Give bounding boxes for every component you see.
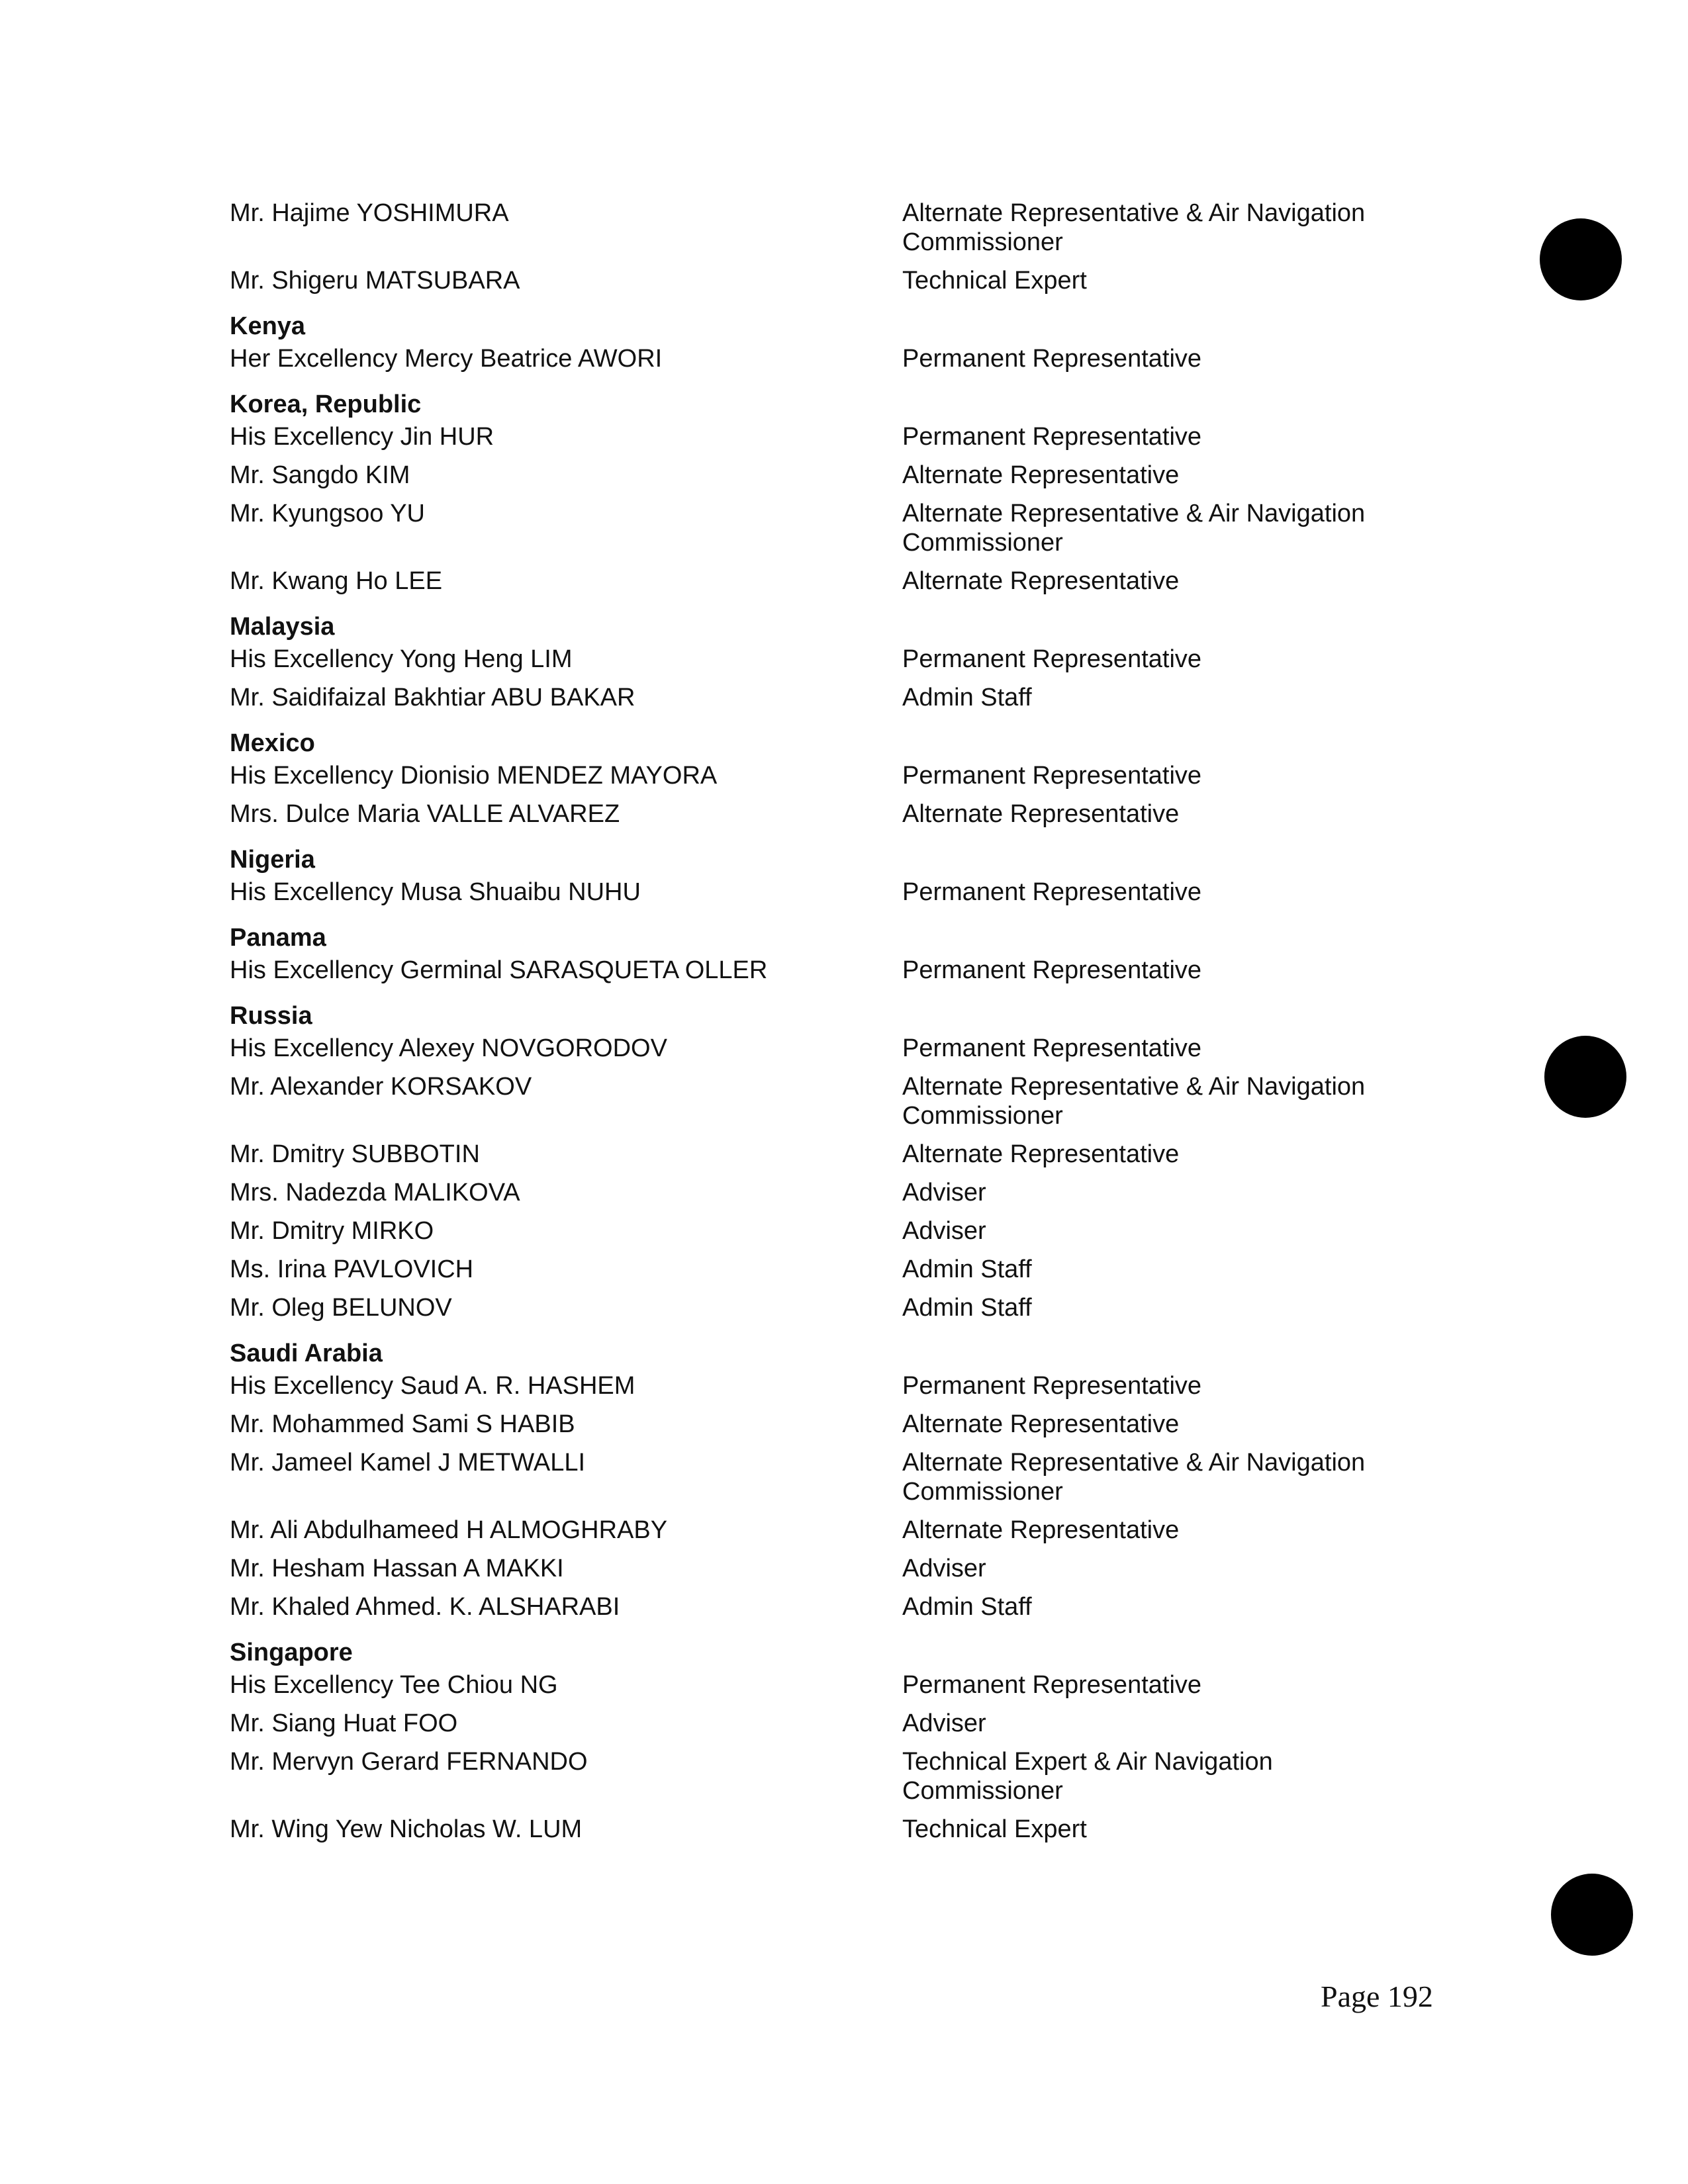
delegate-role: [902, 1216, 1432, 1255]
delegate-row: [230, 1709, 1454, 1747]
delegate-name: Mr. Mervyn Gerard FERNANDO: [230, 1748, 588, 1776]
country-heading: Singapore: [230, 1639, 353, 1666]
delegate-role-line: Adviser: [902, 1179, 986, 1206]
delegate-role-line: Permanent Representative: [902, 1034, 1202, 1062]
delegate-role: [902, 199, 1432, 266]
delegate-role: [902, 1140, 1432, 1178]
delegate-name: His Excellency Dionisio MENDEZ MAYORA: [230, 762, 718, 790]
delegate-role: [902, 1592, 1432, 1631]
delegate-name: Ms. Irina PAVLOVICH: [230, 1255, 474, 1283]
delegate-row: [230, 266, 1454, 304]
delegate-role: [902, 1034, 1432, 1072]
delegate-name: Mr. Ali Abdulhameed H ALMOGHRABY: [230, 1516, 668, 1544]
delegate-role-line: Alternate Representative: [902, 567, 1180, 595]
delegate-role-line: Alternate Representative: [902, 461, 1180, 489]
delegate-role-line: Permanent Representative: [902, 878, 1202, 906]
delegate-name: Mr. Shigeru MATSUBARA: [230, 267, 520, 295]
delegate-role: [902, 1747, 1432, 1815]
delegate-role: [902, 1554, 1432, 1592]
punch-hole-top: [1540, 218, 1622, 300]
country-heading: Mexico: [230, 729, 315, 757]
delegate-role: [902, 1178, 1432, 1216]
delegate-row: [230, 683, 1454, 721]
delegate-row: [230, 1516, 1454, 1554]
delegate-name: Mr. Hesham Hassan A MAKKI: [230, 1555, 564, 1582]
delegate-role: [902, 799, 1432, 838]
delegate-role: [902, 1255, 1432, 1293]
delegate-role-line: Permanent Representative: [902, 423, 1202, 451]
delegate-role: [902, 344, 1432, 383]
delegate-role-line: Alternate Representative & Air Navigation: [902, 199, 1366, 227]
delegate-role-line: Permanent Representative: [902, 345, 1202, 373]
delegate-row: [230, 1178, 1454, 1216]
delegate-role-line: Alternate Representative: [902, 1140, 1180, 1168]
delegate-role-line: Permanent Representative: [902, 1671, 1202, 1699]
delegate-row: [230, 1140, 1454, 1178]
delegate-row: [230, 1592, 1454, 1631]
delegation-roster: [230, 199, 1454, 1853]
delegate-role-line: Permanent Representative: [902, 645, 1202, 673]
delegate-role-line: Adviser: [902, 1217, 986, 1245]
punch-hole-bottom: [1551, 1874, 1633, 1956]
delegate-row: [230, 1216, 1454, 1255]
delegate-role-line: Adviser: [902, 1709, 986, 1737]
delegate-role-line: Admin Staff: [902, 1255, 1032, 1283]
delegate-row: [230, 1747, 1454, 1815]
delegate-row: [230, 1410, 1454, 1448]
delegate-role: [902, 645, 1432, 683]
delegate-role-line: Alternate Representative: [902, 1516, 1180, 1544]
delegate-role-continuation: Commissioner: [902, 1478, 1063, 1506]
delegate-role: [902, 761, 1432, 799]
delegate-role-continuation: Commissioner: [902, 1102, 1063, 1130]
delegate-row: [230, 1670, 1454, 1709]
delegate-name: Mr. Saidifaizal Bakhtiar ABU BAKAR: [230, 684, 635, 711]
delegate-name: Mrs. Nadezda MALIKOVA: [230, 1179, 520, 1206]
delegate-row: [230, 761, 1454, 799]
delegate-row: [230, 567, 1454, 605]
delegate-role: [902, 683, 1432, 721]
delegate-role: [902, 461, 1432, 499]
delegate-row: [230, 1554, 1454, 1592]
country-heading: Russia: [230, 1002, 312, 1030]
delegate-role-line: Alternate Representative: [902, 800, 1180, 828]
delegate-role: [902, 956, 1432, 994]
punch-hole-middle: [1544, 1036, 1626, 1118]
delegate-role-line: Technical Expert: [902, 1815, 1087, 1843]
delegate-row: [230, 799, 1454, 838]
delegate-name: Mr. Khaled Ahmed. K. ALSHARABI: [230, 1593, 620, 1621]
delegate-role-line: Admin Staff: [902, 684, 1032, 711]
delegate-name: Mr. Mohammed Sami S HABIB: [230, 1410, 575, 1438]
delegate-role-line: Adviser: [902, 1555, 986, 1582]
delegate-row: [230, 1448, 1454, 1516]
delegate-name: Mr. Kwang Ho LEE: [230, 567, 443, 595]
delegate-role: [902, 1072, 1432, 1140]
delegate-row: [230, 422, 1454, 461]
delegate-row: [230, 1072, 1454, 1140]
delegate-role-line: Alternate Representative & Air Navigation: [902, 1073, 1366, 1101]
delegate-name: Mr. Kyungsoo YU: [230, 500, 426, 527]
delegate-name: His Excellency Alexey NOVGORODOV: [230, 1034, 667, 1062]
delegate-role-line: Admin Staff: [902, 1593, 1032, 1621]
delegate-role: [902, 1448, 1432, 1516]
delegate-role-continuation: Commissioner: [902, 228, 1063, 256]
delegate-name: Mr. Dmitry SUBBOTIN: [230, 1140, 480, 1168]
delegate-role-line: Alternate Representative & Air Navigation: [902, 1449, 1366, 1477]
delegate-role: [902, 1670, 1432, 1709]
delegate-name: His Excellency Saud A. R. HASHEM: [230, 1372, 635, 1400]
delegate-row: [230, 499, 1454, 567]
delegate-role-line: Permanent Representative: [902, 1372, 1202, 1400]
delegate-row: [230, 199, 1454, 266]
delegate-row: [230, 344, 1454, 383]
delegate-role-line: Permanent Representative: [902, 762, 1202, 790]
delegate-role-continuation: Commissioner: [902, 529, 1063, 557]
delegate-row: [230, 1815, 1454, 1853]
delegate-name: His Excellency Musa Shuaibu NUHU: [230, 878, 641, 906]
delegate-role: [902, 878, 1432, 916]
delegate-role-line: Admin Staff: [902, 1294, 1032, 1322]
delegate-name: Mr. Dmitry MIRKO: [230, 1217, 434, 1245]
country-heading: Kenya: [230, 312, 306, 340]
delegate-name: Mr. Sangdo KIM: [230, 461, 410, 489]
delegate-role-continuation: Commissioner: [902, 1777, 1063, 1805]
page-number: Page 192: [1321, 1979, 1433, 2013]
delegate-name: His Excellency Yong Heng LIM: [230, 645, 573, 673]
delegate-role-line: Technical Expert & Air Navigation: [902, 1748, 1273, 1776]
delegate-role: [902, 266, 1432, 304]
delegate-row: [230, 956, 1454, 994]
country-heading: Nigeria: [230, 846, 315, 874]
delegate-row: [230, 1255, 1454, 1293]
delegate-name: Mr. Hajime YOSHIMURA: [230, 199, 509, 227]
country-heading: Saudi Arabia: [230, 1340, 383, 1367]
delegate-role: [902, 567, 1432, 605]
delegate-role: [902, 1371, 1432, 1410]
delegate-row: [230, 1371, 1454, 1410]
delegate-name: Mr. Oleg BELUNOV: [230, 1294, 452, 1322]
delegate-role-line: Technical Expert: [902, 267, 1087, 295]
delegate-role: [902, 1815, 1432, 1853]
delegate-role-line: Alternate Representative: [902, 1410, 1180, 1438]
delegate-name: Mrs. Dulce Maria VALLE ALVAREZ: [230, 800, 620, 828]
delegate-row: [230, 461, 1454, 499]
delegate-role: [902, 1293, 1432, 1332]
delegate-role: [902, 422, 1432, 461]
delegate-name: Mr. Alexander KORSAKOV: [230, 1073, 532, 1101]
country-heading: Panama: [230, 924, 326, 952]
delegate-name: Mr. Jameel Kamel J METWALLI: [230, 1449, 586, 1477]
delegate-role: [902, 1410, 1432, 1448]
delegate-name: His Excellency Jin HUR: [230, 423, 494, 451]
delegate-name: His Excellency Germinal SARASQUETA OLLER: [230, 956, 768, 984]
delegate-name: Mr. Wing Yew Nicholas W. LUM: [230, 1815, 583, 1843]
delegate-role-line: Permanent Representative: [902, 956, 1202, 984]
delegate-role: [902, 499, 1432, 567]
delegate-row: [230, 1293, 1454, 1332]
delegate-row: [230, 878, 1454, 916]
country-heading: Korea, Republic: [230, 390, 422, 418]
delegate-row: [230, 645, 1454, 683]
country-heading: Malaysia: [230, 613, 335, 641]
delegate-name: Her Excellency Mercy Beatrice AWORI: [230, 345, 663, 373]
delegate-role: [902, 1516, 1432, 1554]
delegate-role: [902, 1709, 1432, 1747]
delegate-name: His Excellency Tee Chiou NG: [230, 1671, 558, 1699]
delegate-role-line: Alternate Representative & Air Navigation: [902, 500, 1366, 527]
delegate-name: Mr. Siang Huat FOO: [230, 1709, 458, 1737]
delegate-row: [230, 1034, 1454, 1072]
